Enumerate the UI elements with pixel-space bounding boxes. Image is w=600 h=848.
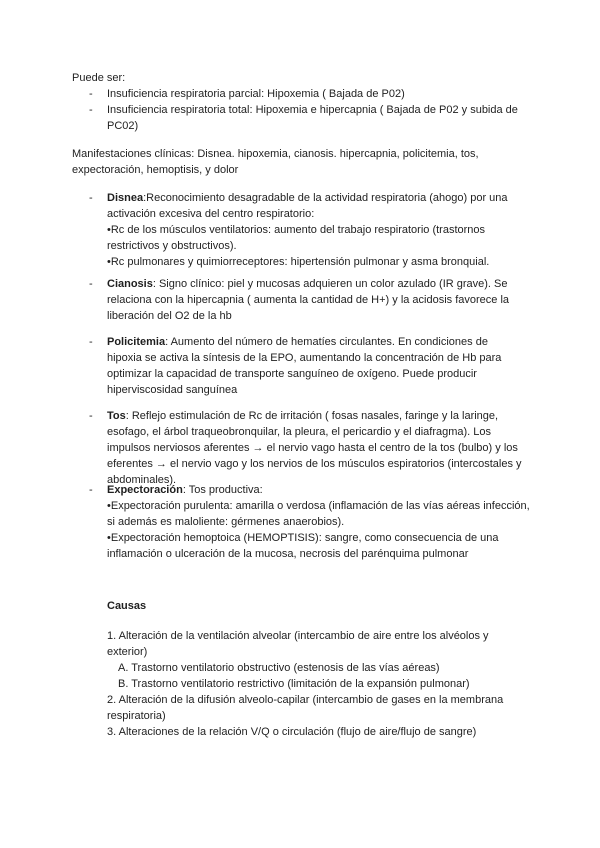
intro-label: Puede ser:	[72, 72, 126, 84]
causas-item-1b: B. Trastorno ventilatorio restrictivo (limitación de la expansión pulmonar)	[118, 678, 470, 690]
disnea-def: :Reconocimiento desagradable de la actividad respiratoria (ahogo) por una activación excesiva del centro respiratorio:	[107, 192, 508, 220]
cianosis-term: Cianosis	[107, 278, 153, 290]
section-tos	[107, 408, 535, 488]
expectoracion-term: Expectoración	[107, 484, 183, 496]
policitemia-term: Policitemia	[107, 336, 166, 348]
section-policitemia	[107, 334, 512, 398]
policitemia-def: : Aumento del número de hematíes circulantes. En condiciones de hipoxia se activa la síntesis de la EPO, aumentando la concentración de Hb para optimizar la capacidad de transporte sanguíneo de oxígeno. Puede producir hiperviscosidad sanguínea	[107, 336, 502, 396]
causas-heading: Causas	[107, 600, 147, 612]
bullet-dash: -	[89, 104, 93, 116]
causas-item-3: 3. Alteraciones de la relación V/Q o circulación (flujo de aire/flujo de sangre)	[107, 726, 477, 738]
causas-item-2: 2. Alteración de la difusión alveolo-capilar (intercambio de gases en la membrana respiratoria)	[107, 694, 504, 722]
bullet-dash: -	[89, 410, 93, 422]
intro-item-total: Insuficiencia respiratoria total: Hipoxemia e hipercapnia ( Bajada de P02 y subida de PC02)	[107, 104, 518, 132]
tos-term: Tos	[107, 410, 126, 422]
section-disnea	[107, 190, 527, 270]
cianosis-def: : Signo clínico: piel y mucosas adquieren un color azulado (IR grave). Se relaciona con la hipercapnia ( aumenta la cantidad de H+) y la acidosis favorece la liberación del O2 de la hb	[107, 278, 510, 322]
causas-item-1a: A. Trastorno ventilatorio obstructivo (estenosis de las vías aéreas)	[118, 662, 440, 674]
expectoracion-sub2: •Expectoración hemoptoica (HEMOPTISIS): sangre, como consecuencia de una inflamación o ulceración de la mucosa, necrosis del parénquima pulmonar	[107, 532, 499, 560]
section-expectoracion	[107, 482, 537, 562]
bullet-dash: -	[89, 484, 93, 496]
bullet-dash: -	[89, 278, 93, 290]
disnea-term: Disnea	[107, 192, 144, 204]
manifestaciones-text: Manifestaciones clínicas: Disnea. hipoxemia, cianosis. hipercapnia, policitemia, tos, expectoración, hemoptisis, y dolor	[72, 148, 479, 176]
intro-item-parcial: Insuficiencia respiratoria parcial: Hipoxemia ( Bajada de P02)	[107, 88, 405, 100]
disnea-sub1: •Rc de los músculos ventilatorios: aumento del trabajo respiratorio (trastornos restrictivos y obstructivos).	[107, 224, 486, 252]
disnea-sub2: •Rc pulmonares y quimiorreceptores: hipertensión pulmonar y asma bronquial.	[107, 256, 490, 268]
expectoracion-def: : Tos productiva:	[182, 484, 263, 496]
bullet-dash: -	[89, 336, 93, 348]
tos-def: : Reflejo estimulación de Rc de irritación ( fosas nasales, faringe y la laringe, esofago, el árbol traqueobronquilar, la pleura, el pericardio y el diafragma). Los impulsos nerviosos aferentes → el nervio vago hasta el centro de la tos (bulbo) y los eferentes → el nervio vago y los nervios de los músculos espiratorios (intercostales y abdominales).	[107, 410, 522, 486]
section-cianosis	[107, 276, 525, 324]
causas-item-1: 1. Alteración de la ventilación alveolar (intercambio de aire entre los alvéolos y exterior)	[107, 630, 489, 658]
bullet-dash: -	[89, 192, 93, 204]
bullet-dash: -	[89, 88, 93, 100]
expectoracion-sub1: •Expectoración purulenta: amarilla o verdosa (inflamación de las vías aéreas infección, si además es maloliente: gérmenes anaerobios).	[107, 500, 530, 528]
